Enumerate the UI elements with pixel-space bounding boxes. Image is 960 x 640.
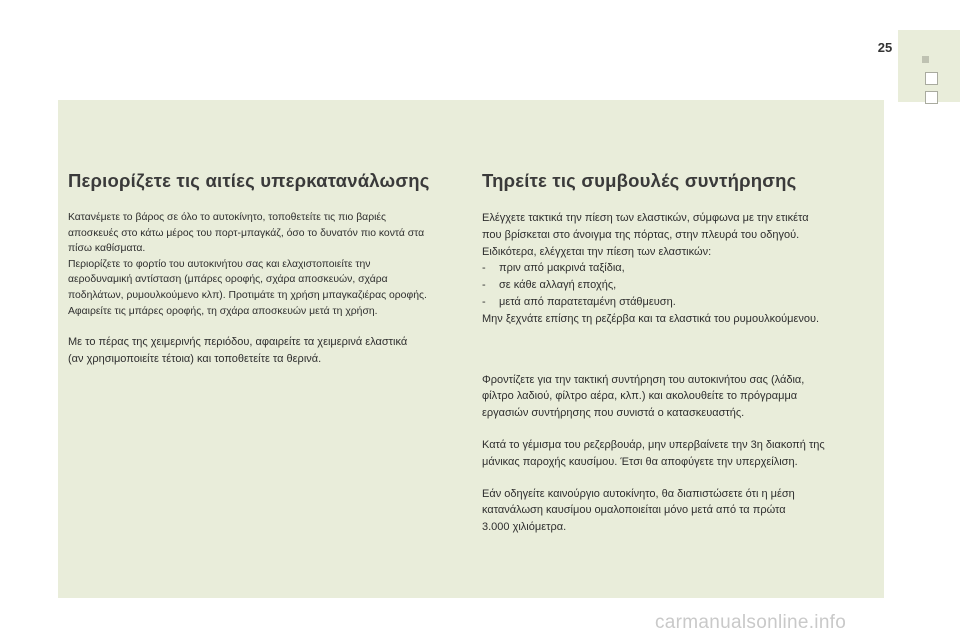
- chapter-indicator: [925, 72, 938, 85]
- text-line: Κατά το γέμισμα του ρεζερβουάρ, μην υπερβαίνετε την 3η διακοπή της: [482, 438, 825, 451]
- text-line: Εάν οδηγείτε καινούργιο αυτοκίνητο, θα διαπιστώσετε ότι η μέση: [482, 487, 795, 500]
- bullet-text: μετά από παρατεταμένη στάθμευση.: [499, 295, 676, 308]
- text-line: κατανάλωση καυσίμου ομαλοποιείται μόνο μετά από τα πρώτα: [482, 504, 786, 517]
- text-line: εργασιών συντήρησης που συνιστά ο κατασκευαστής.: [482, 407, 745, 420]
- bullet-text: σε κάθε αλλαγή εποχής,: [499, 279, 617, 292]
- left-column: [68, 170, 468, 368]
- text-line: ποδηλάτων, ρυμουλκούμενο κλπ). Προτιμάτε τη χρήση μπαγκαζιέρας οροφής.: [68, 289, 427, 301]
- list-item: [482, 260, 874, 277]
- right-paragraph-3: [482, 437, 874, 471]
- right-column: [482, 170, 874, 536]
- right-paragraph-1: [482, 210, 874, 260]
- text-line: αεροδυναμική αντίσταση (μπάρες οροφής, σχάρα αποσκευών, σχάρα: [68, 274, 388, 286]
- bullet-marker: -: [482, 279, 486, 292]
- text-line: που βρίσκεται στο άνοιγμα της πόρτας, στην πλευρά του οδηγού.: [482, 228, 800, 241]
- bullet-text: πριν από μακρινά ταξίδια,: [499, 262, 625, 275]
- text-line: φίλτρο λαδιού, φίλτρο αέρα, κλπ.) και ακολουθείτε το πρόγραμμα: [482, 390, 798, 403]
- text-line: Με το πέρας της χειμερινής περιόδου, αφαιρείτε τα χειμερινά ελαστικά: [68, 336, 408, 349]
- left-paragraph-1: [68, 210, 468, 319]
- list-item: [482, 277, 874, 294]
- list-item: [482, 294, 874, 311]
- bullet-marker: -: [482, 295, 486, 308]
- right-paragraph-1-tail: Μην ξεχνάτε επίσης τη ρεζέρβα και τα ελαστικά του ρυμουλκούμενου.: [482, 312, 820, 325]
- right-section-title: Τηρείτε τις συμβουλές συντήρησης: [482, 170, 797, 191]
- text-line: 3.000 χιλιόμετρα.: [482, 521, 567, 534]
- chapter-indicator-active: [922, 56, 929, 63]
- chapter-indicator: [925, 91, 938, 104]
- right-paragraph-4: [482, 486, 874, 536]
- text-line: Ελέγχετε τακτικά την πίεση των ελαστικών, σύμφωνα με την ετικέτα: [482, 212, 809, 224]
- text-line: μάνικας παροχής καυσίμου. Έτσι θα αποφύγετε την υπερχείλιση.: [482, 455, 798, 468]
- text-line: Περιορίζετε το φορτίο του αυτοκινήτου σας και ελαχιστοποιείτε την: [68, 258, 371, 270]
- page-number: 25: [877, 40, 893, 55]
- text-line: Κατανέμετε το βάρος σε όλο το αυτοκίνητο, τοποθετείτε τις πιο βαριές: [68, 212, 387, 223]
- left-paragraph-2: [68, 334, 468, 368]
- bullet-marker: -: [482, 262, 486, 275]
- text-line: (αν χρησιμοποιείτε τέτοια) και τοποθετείτε τα θερινά.: [68, 352, 322, 365]
- watermark: carmanualsonline.info: [655, 612, 847, 633]
- right-paragraph-2: [482, 372, 874, 422]
- left-section-title: Περιορίζετε τις αιτίες υπερκατανάλωσης: [68, 170, 430, 191]
- text-line: πίσω καθίσματα.: [68, 243, 146, 255]
- text-line: Φροντίζετε για την τακτική συντήρηση του αυτοκινήτου σας (λάδια,: [482, 373, 805, 386]
- text-line: αποσκευές στο κάτω μέρος του πορτ-μπαγκάζ, όσο το δυνατόν πιο κοντά στα: [68, 227, 425, 239]
- text-line: Αφαιρείτε τις μπάρες οροφής, τη σχάρα αποσκευών μετά τη χρήση.: [68, 305, 378, 317]
- text-line: Ειδικότερα, ελέγχεται την πίεση των ελαστικών:: [482, 245, 712, 258]
